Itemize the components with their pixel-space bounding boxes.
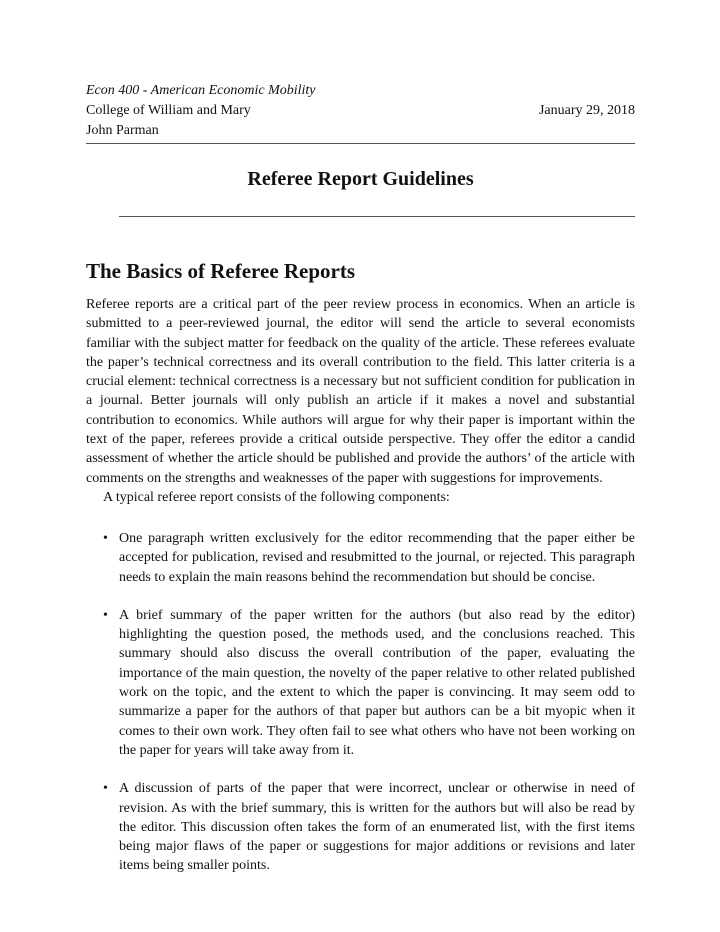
- body-paragraph: Referee reports are a critical part of the peer review process in economics. When an article is submitted to a peer-reviewed journal, the editor will send the article to several economists familiar with the subject matter for feedback on the quality of the article. These referees evaluate the paper’s technical correctness and its overall contribution to the field. This latter criteria is a crucial element: technical correctness is a necessary but not sufficient condition for publication in a journal. Better journals will only publish an article if it makes a novel and substantial contribution to economics. While authors will argue for why their paper is important within the text of the paper, referees provide a critical outside perspective. They offer the editor a candid assessment of whether the article should be published and provide the authors’ of the article with comments on the strengths and weaknesses of the paper with suggestions for improvements.: [86, 297, 635, 486]
- course-name: Econ 400 - American Economic Mobility: [86, 83, 316, 98]
- bullet-icon: •: [103, 607, 108, 623]
- section-body: [86, 295, 635, 507]
- document-header: [86, 81, 635, 141]
- list-item-text: A discussion of parts of the paper that were incorrect, unclear or otherwise in need of revision. As with the brief summary, this is written for the authors but will also be read by the editor. This discussion often takes the form of an enumerated list, with the first items being major flaws of the paper or suggestions for major additions or revisions and later items being smaller points.: [119, 781, 635, 874]
- section-heading: The Basics of Referee Reports: [86, 259, 356, 283]
- header-divider: [86, 143, 635, 144]
- document-date: January 29, 2018: [538, 103, 635, 118]
- institution-name: College of William and Mary: [86, 103, 251, 118]
- bullet-icon: •: [103, 531, 108, 546]
- components-list: [86, 529, 635, 895]
- components-intro: A typical referee report consists of the following components:: [103, 489, 450, 505]
- document-title: Referee Report Guidelines: [247, 168, 474, 190]
- header-row: [86, 101, 635, 121]
- list-item-text: One paragraph written exclusively for the editor recommending that the paper either be accepted for publication, revised and resubmitted to the journal, or rejected. This paragraph needs to explain the main reasons behind the recommendation but should be concise.: [119, 531, 635, 585]
- list-item: [86, 529, 635, 587]
- author-name: John Parman: [86, 123, 159, 138]
- list-item-text: A brief summary of the paper written for the authors (but also read by the editor) highlighting the question posed, the methods used, and the conclusions reached. This summary should also discuss the overall contribution of the paper, evaluating the importance of the main question, the novelty of the paper relative to other related published work on the topic, and the extent to which the paper is convincing. It may seem odd to summarize a paper for the authors of that paper but authors can be a bit myopic when it comes to their own work. They often fail to see what others who have not been working on the paper for years will take away from it.: [119, 607, 635, 758]
- title-divider: [119, 216, 635, 217]
- bullet-icon: •: [103, 781, 108, 797]
- list-item: [86, 779, 635, 875]
- list-item: [86, 606, 635, 760]
